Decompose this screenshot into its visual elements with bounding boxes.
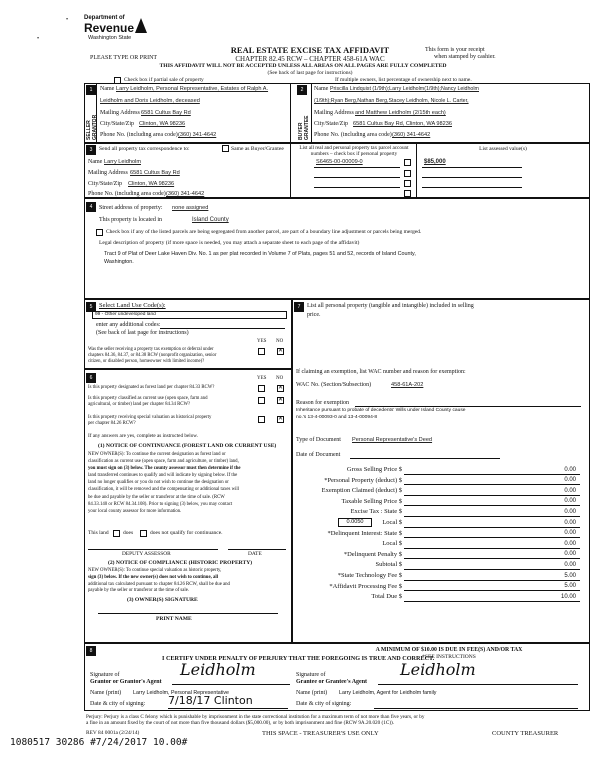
section-3-tab: 3 (86, 145, 96, 155)
street-value[interactable]: none assigned (172, 205, 209, 211)
corr-mailing-label: Mailing Address (88, 170, 128, 176)
forest-no-header: NO (276, 376, 284, 381)
land-use-code-select[interactable]: 99 - Other undeveloped land (92, 311, 287, 319)
print-name-label: PRINT NAME (156, 616, 192, 622)
does-not-qualify-checkbox[interactable] (140, 530, 147, 537)
exemption-no-checkbox[interactable] (277, 348, 284, 355)
tax-row-label: Exemption Claimed (deduct) $ (321, 487, 402, 495)
grantor-signature[interactable]: Leidholm (180, 660, 256, 679)
see-instructions-note: *SEE INSTRUCTIONS (422, 654, 476, 660)
grantor-date-label: Date & city of signing: (90, 701, 146, 707)
county-treasurer: COUNTY TREASURER (492, 730, 559, 737)
any-yes-note: If any answers are yes, complete as instructed below. (88, 433, 199, 439)
tax-row-value[interactable]: 10.00 (560, 593, 576, 600)
certify-text: I CERTIFY UNDER PENALTY OF PERJURY THAT THE FOREGOING IS TRUE AND CORRECT. (162, 655, 435, 662)
notice2-title: (2) NOTICE OF COMPLIANCE (HISTORIC PROPERTY) (108, 560, 253, 566)
seller-phone[interactable]: (360) 341-4642 (178, 132, 217, 138)
seller-name-line2[interactable]: Leidholm and Doris Leidholm, deceased (100, 98, 200, 104)
tax-row-label: *Personal Property (deduct) $ (324, 476, 402, 484)
treasurer-stamp: 1080517 30286 #7/24/2017 10.00# (10, 737, 188, 748)
legal-line1[interactable]: Tract 9 of Plat of Deer Lake Haven Div. No. 1 as per plat recorded in Volume 7 of Plats, pages 51 and 52, records of Island County, (104, 251, 416, 257)
wac-value[interactable]: 458-61A-202 (391, 382, 424, 388)
same-as-buyer-checkbox[interactable] (222, 145, 229, 152)
notice1-body: NEW OWNER(S): To continue the current designation as forest land or classification as current use (open space, farm and agriculture, or timber) land, you must sign on (3) below. The county assessor must then determine if the land transferred continues to qualify and will indicate by signing below. If the land no longer qualifies or you do not wish to continue the designation or classification, it will be removed and the compensating or additional taxes will be due and payable by the seller or transferor at the time of sale. (RCW 84.33.140 or RCW 84.34.108). Prior to signing (3) below, you may contact your local county assessor for more information. (88, 452, 241, 514)
parcel-4-personal-checkbox[interactable] (404, 190, 411, 197)
seller-side-label: SELLER GRANTOR (86, 114, 98, 140)
parcel-3-personal-checkbox[interactable] (404, 180, 411, 187)
reason-label: Reason for exemption (296, 400, 349, 406)
tax-row-value[interactable]: 0.00 (564, 487, 576, 494)
scan-mark: • (66, 17, 69, 23)
seller-name-label: Name (100, 86, 115, 92)
section-7-tab: 7 (294, 302, 304, 312)
seller-name-line1[interactable]: Larry Leidholm, Personal Representative, Estates of Ralph A. (116, 86, 269, 92)
grantor-name-label: Name (print) (90, 690, 122, 696)
buyer-phone-label: Phone No. (including area code) (314, 132, 392, 138)
assessed-value-header: List assessed value(s) (479, 146, 527, 152)
grantee-date-label: Date & city of signing: (296, 701, 352, 707)
buyer-phone[interactable]: (360) 341-4642 (392, 132, 431, 138)
seller-city[interactable]: Clinton, WA 98236 (139, 121, 186, 127)
treasurer-only: THIS SPACE - TREASURER'S USE ONLY (262, 730, 379, 737)
tax-row-label: *Delinquent Interest: State $ (327, 529, 402, 537)
land-use-see-back: (See back of last page for instructions) (96, 330, 189, 336)
this-land-label: This land (88, 530, 109, 536)
section-2-tab: 2 (297, 85, 307, 95)
deputy-assessor-label: DEPUTY ASSESSOR (122, 551, 171, 557)
street-label: Street address of property: (99, 205, 163, 211)
doc-date-label: Date of Document (296, 452, 341, 458)
parcel-1-personal-checkbox[interactable] (404, 159, 411, 166)
scan-mark: • (37, 36, 40, 42)
seller-phone-label: Phone No. (including area code) (100, 132, 178, 138)
not-accepted-notice: THIS AFFIDAVIT WILL NOT BE ACCEPTED UNLESS ALL AREAS ON ALL PAGES ARE FULLY COMPLETED (159, 63, 447, 69)
forest-q1-no[interactable] (277, 385, 284, 392)
dor-logo (84, 15, 154, 49)
segregated-checkbox[interactable] (96, 229, 103, 236)
correspondence-label: Send all property tax correspondence to: (99, 146, 190, 152)
owner-signature-label: (3) OWNER(S) SIGNATURE (127, 597, 198, 603)
corr-name[interactable]: Larry Leidholm (104, 159, 141, 165)
tax-row-label: *State Technology Fee $ (337, 572, 402, 579)
see-back-instructions: (See back of last page for instructions) (267, 70, 353, 76)
logo-line1: Department of (84, 15, 125, 21)
buyer-side-label: BUYER GRANTEE (298, 115, 310, 140)
does-not-label: does not qualify for continuance. (150, 530, 223, 536)
forest-q3-no[interactable] (277, 416, 284, 423)
corr-phone-label: Phone No. (including area code) (88, 191, 166, 197)
corr-mailing[interactable]: 6581 Cultus Bay Rd (130, 170, 180, 176)
tax-row-value[interactable]: 0.00 (564, 530, 576, 537)
exemption-q-line1: Was the seller receiving a property tax exemption or deferral under (88, 347, 214, 352)
land-use-no-header: NO (276, 339, 284, 344)
exemption-claim-label: If claiming an exemption, list WAC number and reason for exemption: (296, 369, 466, 375)
grantee-sig-label2: Grantee or Grantee's Agent (296, 679, 368, 685)
tax-row-value[interactable]: 0.00 (564, 540, 576, 547)
buyer-city[interactable]: 6581 Cultus Bay Rd, Clinton, WA 98236 (353, 121, 452, 127)
buyer-name-line1[interactable]: Priscilla Lindquist (1/9th);Larry Leidholm(1/9th);Nancy Leidholm (330, 86, 479, 92)
tax-row-value[interactable]: 0.00 (564, 561, 576, 568)
forest-q2-no[interactable] (277, 397, 284, 404)
local-rate-field[interactable]: 0.0050 (338, 518, 372, 527)
parcel-header-line1: List all real and personal property tax parcel account (299, 145, 409, 151)
tax-row-value[interactable]: 0.00 (564, 519, 576, 526)
tax-row-value[interactable]: 0.00 (564, 551, 576, 558)
receipt-line2: when stamped by cashier. (434, 54, 496, 60)
grantee-name-label: Name (print) (296, 690, 328, 696)
tax-row-label: Total Due $ (371, 593, 402, 601)
grantee-name[interactable]: Larry Leidholm, Agent for Leidholm family (339, 690, 437, 696)
tax-row-value[interactable]: 5.00 (564, 583, 576, 590)
corr-name-label: Name (88, 159, 103, 165)
forest-q2-line2: agricultural, or timber) land per chapter 84.34 RCW? (88, 402, 191, 407)
section-4-tab: 4 (86, 202, 96, 212)
forest-yes-header: YES (257, 376, 267, 381)
personal-property-line1: List all personal property (tangible and intangible) included in selling (307, 303, 474, 309)
land-use-yes-header: YES (257, 339, 267, 344)
forest-q1: Is this property designated as forest land per chapter 84.33 RCW? (88, 385, 215, 390)
tax-row-label: *Delinquent Penalty $ (343, 550, 402, 558)
section-1-tab: 1 (86, 85, 96, 95)
forest-q2-yes[interactable] (258, 397, 265, 404)
exemption-q-line3: citizen, or disabled person, homeowner with limited income)? (88, 359, 205, 364)
assessed-value-1[interactable]: $85,000 (424, 159, 446, 165)
assessor-date-label: DATE (248, 551, 262, 557)
grantor-sig-label2: Grantor or Grantor's Agent (90, 679, 162, 685)
forest-q3-line1: Is this property receiving special valuation as historical property (88, 415, 212, 420)
grantor-date-city[interactable]: 7/18/17 Clinton (168, 694, 253, 707)
notice1-title: (1) NOTICE OF CONTINUANCE (FOREST LAND OR CURRENT USE) (98, 443, 277, 449)
section-8-tab: 8 (86, 646, 96, 656)
same-as-buyer-label: Same as Buyer/Grantee (231, 146, 284, 152)
grantor-name[interactable]: Larry Leidholm, Personal Representative (133, 690, 229, 696)
receipt-line1: This form is your receipt (425, 47, 485, 53)
buyer-mailing-label: Mailing Address (314, 110, 354, 116)
minimum-due-note: A MINIMUM OF $10.00 IS DUE IN FEE(S) AND/OR TAX (375, 647, 523, 653)
notice2-body: NEW OWNER(S): To continue special valuation as historic property, sign (3) below. If the new owner(s) does not wish to continue, all additional tax calculated pursuant to chapter 84.26 RCW, shall be due and payable by the seller or transferor at the time of sale. (88, 568, 230, 594)
tax-row-label: Excise Tax : State $ (350, 508, 402, 516)
does-qualify-checkbox[interactable] (113, 530, 120, 537)
forest-q3-line2: per chapter 84.26 RCW? (88, 421, 136, 426)
tax-row-label: Gross Selling Price $ (346, 466, 402, 473)
doc-type-label: Type of Document (296, 437, 341, 443)
county-value[interactable]: Island County (192, 217, 229, 223)
buyer-city-label: City/State/Zip (314, 121, 348, 127)
tax-row-label: Local $ (382, 540, 402, 548)
tax-row-label: *Affidavit Processing Fee $ (329, 582, 402, 590)
parcel-2-personal-checkbox[interactable] (404, 170, 411, 177)
perjury-line2: a fine in an amount fixed by the court of not more than five thousand dollars ($5,000.00), or by both imprisonment and fine (RCW 9A.20.020 (1C)). (86, 720, 395, 726)
exemption-yes-checkbox[interactable] (258, 348, 265, 355)
tax-row-label: Local $ (382, 519, 402, 526)
segregated-label: Check box if any of the listed parcels are being segregated from another parcel, are part of a boundary line adjustment or parcels being merged. (106, 229, 422, 235)
wac-label: WAC No. (Section/Subsection) (296, 382, 372, 388)
corr-phone[interactable]: (360) 341-4642 (166, 191, 205, 197)
reason-line2[interactable]: no.'s 13-4-00093-0 and 13-4-00094-8 (296, 415, 378, 420)
located-label: This property is located in (99, 217, 162, 223)
tax-row-label: Taxable Selling Price $ (341, 497, 402, 505)
forest-q3-yes[interactable] (258, 416, 265, 423)
buyer-mailing[interactable]: and Matthew Leidholm (2/15th each) (355, 110, 446, 116)
tax-row-value[interactable]: 0.00 (564, 466, 576, 473)
seller-mailing[interactable]: 6581 Cultus Bay Rd (141, 110, 191, 116)
grantee-sig-label1: Signature of (296, 672, 326, 678)
tax-row-value[interactable]: 0.00 (564, 498, 576, 505)
forest-q1-yes[interactable] (258, 385, 265, 392)
exemption-q-line2: chapters 84.36, 84.37, or 84.38 RCW (nonprofit organization, senior (88, 353, 217, 358)
perjury-line1: Perjury: Perjury is a class C felony which is punishable by imprisonment in the state correctional institution for a maximum term of not more than five years, or by (86, 714, 425, 720)
partial-sale-label: Check box if partial sale of property (124, 77, 204, 83)
grantee-signature[interactable]: Leidholm (400, 660, 476, 679)
section-6-tab: 6 (86, 373, 96, 383)
type-or-print: PLEASE TYPE OR PRINT (90, 55, 158, 61)
doc-type-value[interactable]: Personal Representative's Deed (352, 437, 433, 443)
seller-mailing-label: Mailing Address (100, 110, 140, 116)
tax-row-value[interactable]: 0.00 (564, 477, 576, 484)
property-section (84, 198, 590, 299)
parcel-header-line2: numbers – check box if personal property (310, 151, 398, 157)
parcel-number-1[interactable]: S6465-00-00009-0 (316, 159, 363, 165)
legal-line2[interactable]: Washington. (104, 259, 134, 265)
land-use-label: Select Land Use Code(s): (99, 302, 166, 309)
does-label: does (123, 530, 134, 536)
rev-number: REV 84 0001a (2/24/14) (86, 730, 140, 736)
legal-label: Legal description of property (if more space is needed, you may attach a separate sheet to each page of the affidavit) (99, 240, 360, 246)
logo-line2: Revenue (84, 21, 135, 35)
tax-row-label: Subtotal $ (375, 561, 402, 569)
seller-city-label: City/State/Zip (100, 121, 134, 127)
forest-q2-line1: Is this property classified as current use (open space, farm and (88, 396, 208, 401)
additional-codes-label: enter any additional codes: (96, 322, 161, 328)
multiple-owners-label: If multiple owners, list percentage of ownership next to name. (335, 77, 472, 83)
tax-row-value[interactable]: 0.00 (564, 508, 576, 515)
grantor-sig-label1: Signature of (90, 672, 120, 678)
form-chapter: CHAPTER 82.45 RCW – CHAPTER 458-61A WAC (235, 55, 385, 63)
personal-property-line2: price. (307, 312, 321, 318)
corr-city-label: City/State/Zip (88, 181, 122, 187)
buyer-name-line2[interactable]: (1/9th);Ryan Berg,Nathan Berg,Stacey Leidholm, Nicole L. Carter, (314, 98, 469, 104)
logo-line3: Washington State (88, 35, 132, 41)
tax-row-value[interactable]: 5.00 (564, 572, 576, 579)
reason-line1[interactable]: Inheritance pursuant to probate of decedents' Wills under Island County cause (296, 408, 466, 413)
section-5-tab: 5 (86, 302, 96, 312)
buyer-name-label: Name (314, 86, 329, 92)
form-title: REAL ESTATE EXCISE TAX AFFIDAVIT (230, 45, 390, 55)
corr-city[interactable]: Clinton, WA 98236 (128, 181, 175, 187)
mountain-icon (134, 16, 148, 34)
